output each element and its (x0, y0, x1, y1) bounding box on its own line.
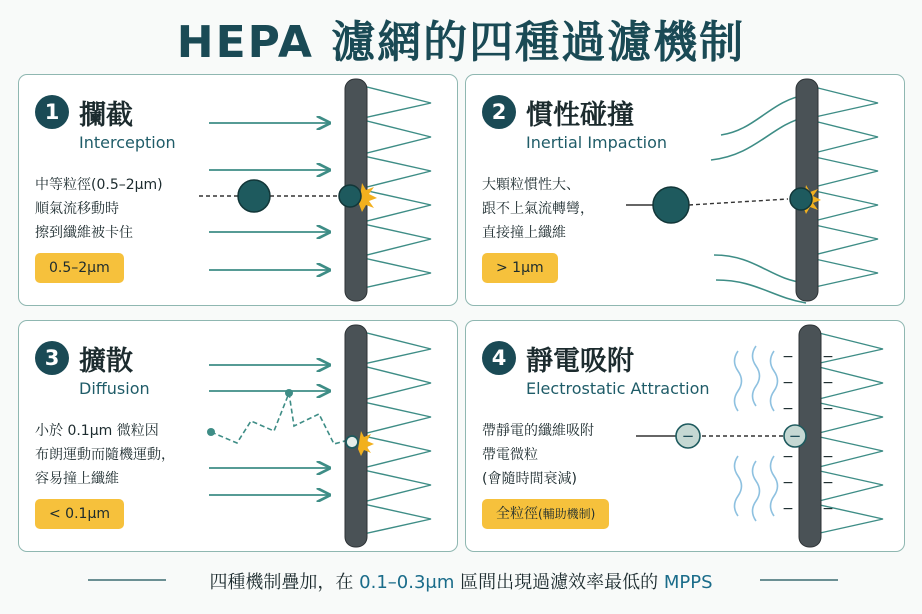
tag-main: 全粒徑 (496, 506, 538, 522)
filter-fiber (345, 325, 367, 547)
path-dot (285, 389, 293, 397)
footer-text (0, 568, 922, 594)
footer-prefix: 四種機制疊加，在 (209, 572, 360, 593)
filter-zigzag (359, 85, 431, 289)
path-dot (207, 428, 215, 436)
filter-zigzag (359, 331, 431, 535)
description-line: 大顆粒慣性大、 (482, 177, 580, 193)
page-title: HEPA 濾網的四種過濾機制 (176, 17, 746, 68)
size-tag: < 0.1μm (35, 499, 124, 529)
mechanism-description (482, 419, 594, 491)
charge-mark: − (782, 349, 794, 365)
description-line: 容易撞上纖維 (35, 471, 119, 487)
description-line: 順氣流移動時 (35, 201, 119, 217)
card-interception (18, 74, 458, 306)
charge-mark: − (782, 375, 794, 391)
charge-mark: − (782, 501, 794, 517)
field-waves (735, 346, 778, 521)
mechanism-title: 攔截 (79, 100, 133, 131)
charge-mark: − (822, 449, 834, 465)
airflow-arrows (209, 365, 329, 495)
footer-note (0, 566, 922, 596)
charge-mark: − (782, 475, 794, 491)
description-line: 帶電微粒 (482, 447, 538, 463)
step-number-2: 2 (482, 95, 516, 129)
charge-mark: − (822, 375, 834, 391)
description-line: 跟不上氣流轉彎， (482, 201, 594, 217)
step-number-4: 4 (482, 341, 516, 375)
footer-highlight: 0.1–0.3μm (359, 572, 455, 593)
mechanism-subtitle: Electrostatic Attraction (526, 379, 710, 398)
brownian-path (211, 393, 352, 444)
mechanism-subtitle: Interception (79, 133, 176, 152)
card-inertial-impaction (465, 74, 905, 306)
charge-mark: − (822, 401, 834, 417)
description-line: 小於 0.1μm 微粒因 (35, 423, 159, 439)
tag-note: (輔助機制) (538, 507, 596, 521)
particle-charge-sign: − (681, 427, 695, 445)
mechanism-title: 擴散 (79, 346, 133, 377)
step-number-1: 1 (35, 95, 69, 129)
mechanism-subtitle: Diffusion (79, 379, 150, 398)
mechanism-subtitle: Inertial Impaction (526, 133, 668, 152)
size-tag: 0.5–2μm (35, 253, 124, 283)
description-line: 中等粒徑(0.5–2μm) (35, 177, 163, 193)
description-line: 布朗運動而隨機運動， (35, 447, 175, 463)
step-number-3: 3 (35, 341, 69, 375)
size-tag (482, 499, 609, 529)
footer-middle: 區間出現過濾效率最低的 (454, 572, 664, 593)
charge-mark: − (822, 475, 834, 491)
description-line: 直接撞上纖維 (482, 225, 566, 241)
mechanism-description (35, 419, 175, 491)
large-particle (653, 187, 689, 223)
footer-mpps: MPPS (663, 572, 713, 593)
large-particle (238, 180, 270, 212)
card-diffusion (18, 320, 458, 552)
small-particle (346, 436, 358, 448)
mechanism-description (35, 173, 163, 245)
fiber-charge-sign: − (788, 427, 802, 445)
charge-mark: − (822, 349, 834, 365)
charge-mark: − (782, 401, 794, 417)
mechanism-description (482, 173, 594, 245)
captured-particle (339, 185, 361, 207)
charge-mark: − (782, 449, 794, 465)
mechanism-title: 靜電吸附 (526, 346, 634, 377)
charge-mark: − (822, 501, 834, 517)
description-line: (會隨時間衰減) (482, 471, 577, 487)
captured-particle (790, 188, 812, 210)
mechanism-title: 慣性碰撞 (526, 100, 634, 131)
size-tag: > 1μm (482, 253, 558, 283)
description-line: 帶靜電的纖維吸附 (482, 423, 594, 439)
card-electrostatic (465, 320, 905, 552)
description-line: 擦到纖維被卡住 (35, 225, 133, 241)
